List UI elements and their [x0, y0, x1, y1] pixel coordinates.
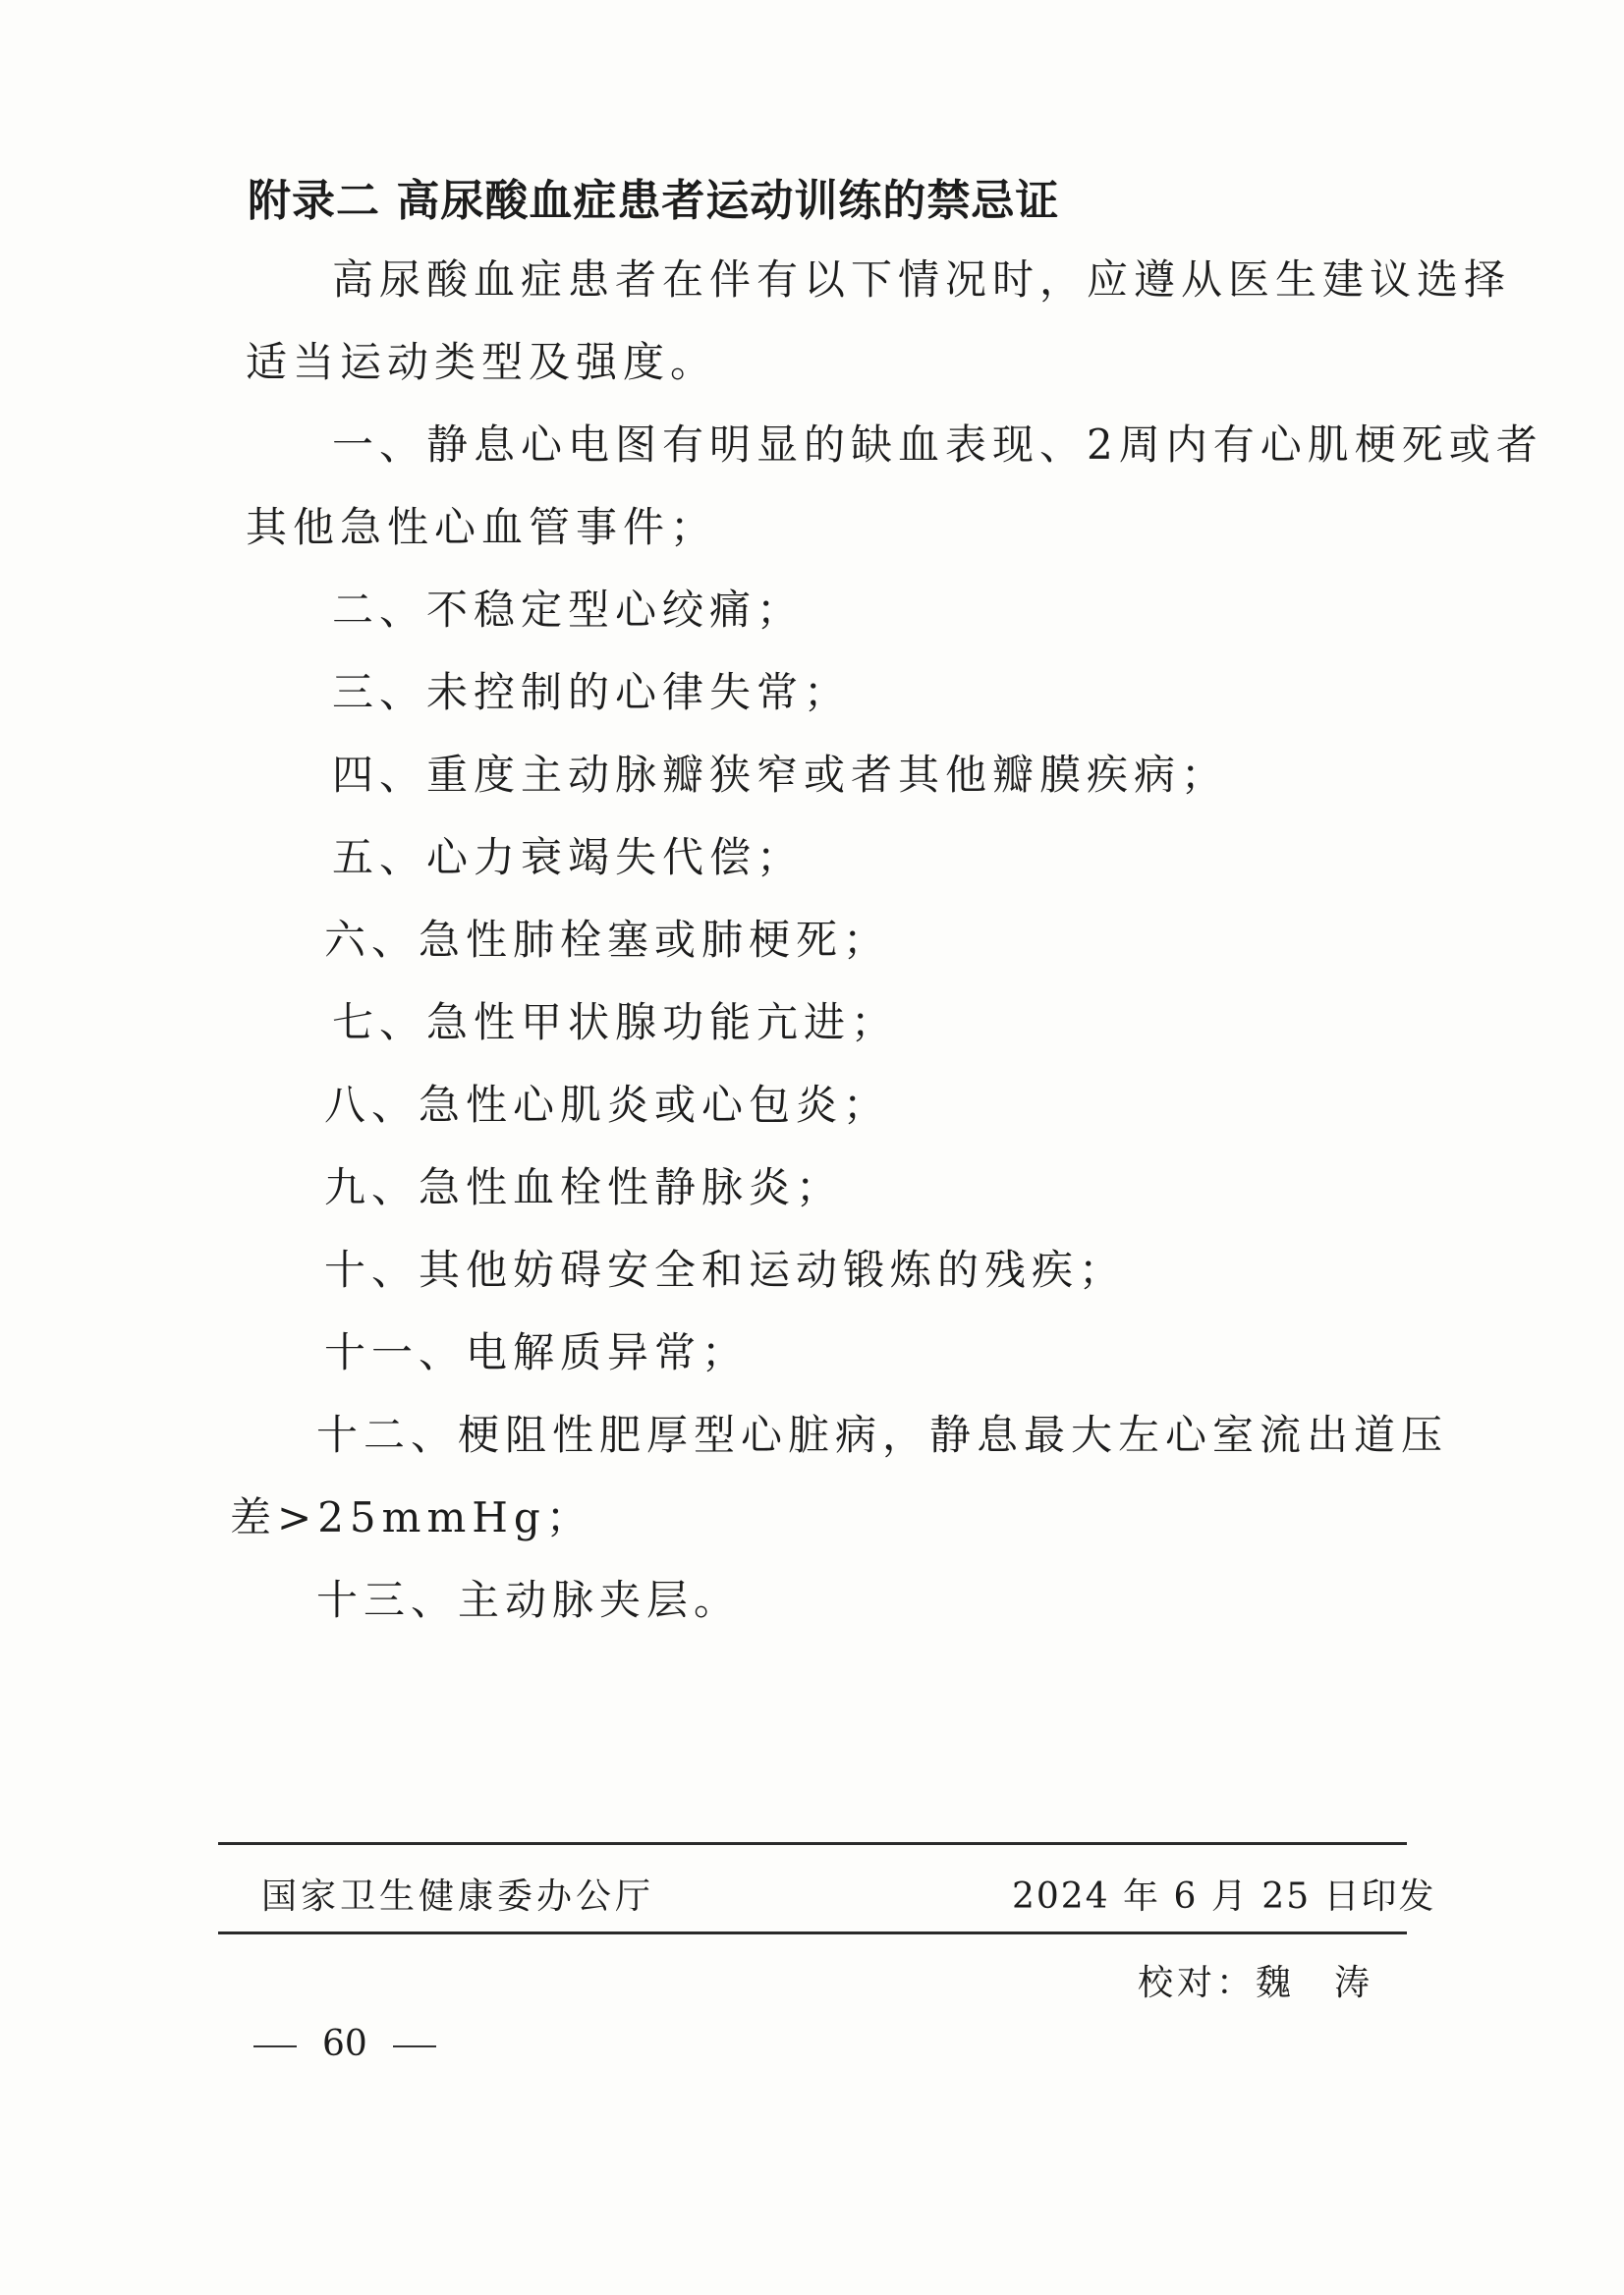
footer-issue-date: 2024 年 6 月 25 日印发: [1012, 1876, 1436, 1917]
footer-proofreader: 校对：魏 涛: [1138, 1963, 1374, 2003]
item-5: 五、心力衰竭失代偿；: [332, 833, 805, 881]
item-1-line-2: 其他急性心血管事件；: [246, 503, 718, 551]
footer-top-rule: [218, 1842, 1407, 1845]
page-number-dash-left: [253, 2045, 297, 2047]
item-9: 九、急性血栓性静脉炎；: [324, 1163, 844, 1211]
item-6: 六、急性肺栓塞或肺梗死；: [324, 916, 891, 964]
item-4: 四、重度主动脉瓣狭窄或者其他瓣膜疾病；: [332, 751, 1229, 799]
item-12-line-1: 十二、梗阻性肥厚型心脏病，静息最大左心室流出道压: [316, 1411, 1449, 1459]
footer-issuer: 国家卫生健康委办公厅: [261, 1876, 655, 1917]
item-7: 七、急性甲状腺功能亢进；: [332, 998, 899, 1046]
item-11: 十一、电解质异常；: [324, 1328, 750, 1376]
item-8: 八、急性心肌炎或心包炎；: [324, 1081, 891, 1129]
page-number: [253, 2024, 436, 2064]
intro-line-1: 高尿酸血症患者在伴有以下情况时，应遵从医生建议选择: [332, 255, 1512, 304]
footer-bottom-rule: [218, 1931, 1407, 1934]
item-1-line-1: 一、静息心电图有明显的缺血表现、2周内有心肌梗死或者: [332, 420, 1543, 469]
item-2: 二、不稳定型心绞痛；: [332, 586, 805, 634]
intro-line-2: 适当运动类型及强度。: [246, 338, 718, 386]
item-13: 十三、主动脉夹层。: [316, 1576, 742, 1624]
page-number-dash-right: [393, 2045, 436, 2047]
appendix-title: 附录二 高尿酸血症患者运动训练的禁忌证: [248, 176, 1060, 226]
item-12-line-2: 差>25mmHg；: [230, 1493, 593, 1541]
item-3: 三、未控制的心律失常；: [332, 668, 852, 716]
page-number-value: 60: [322, 2024, 367, 2064]
item-10: 十、其他妨碍安全和运动锻炼的残疾；: [324, 1246, 1127, 1294]
